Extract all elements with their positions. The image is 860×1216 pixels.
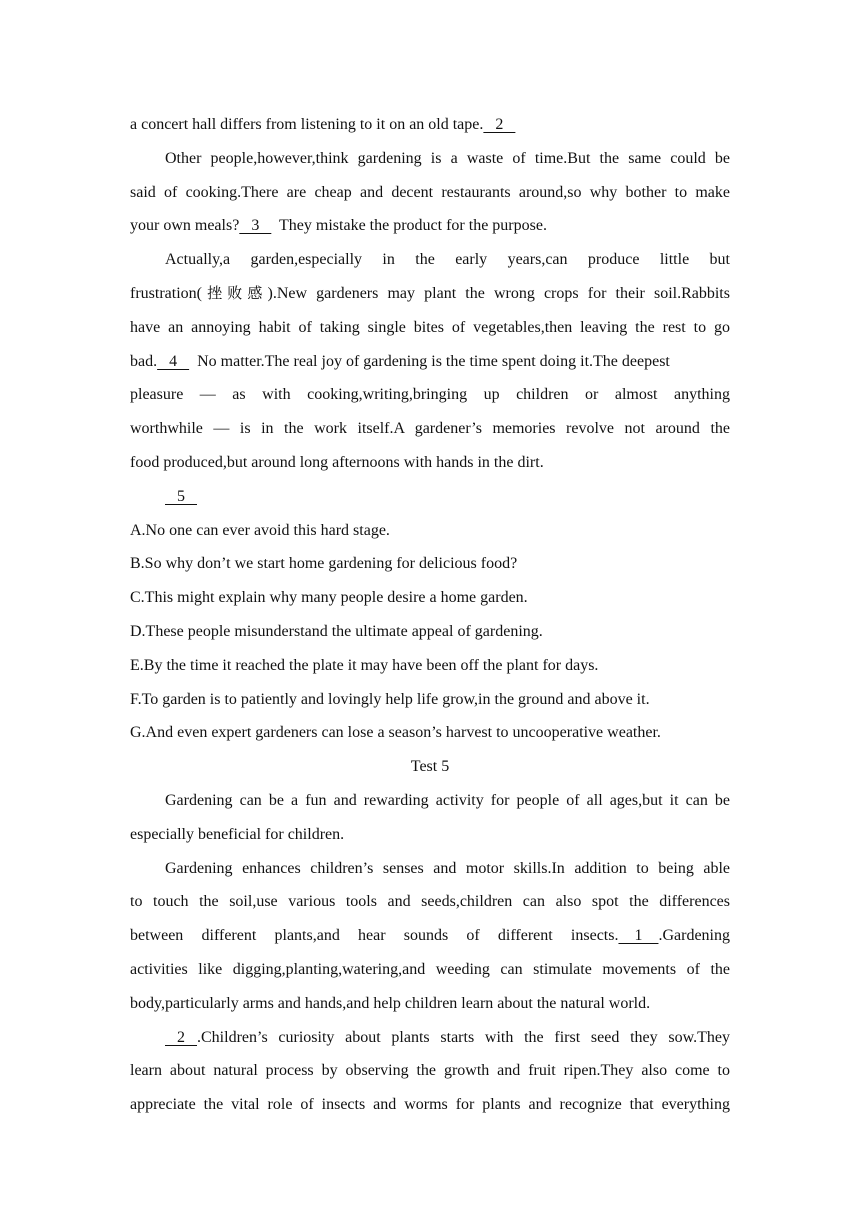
text-line: Gardening enhances children’s senses and motor skills.In addition to being able (165, 859, 730, 877)
sentence-text: They mistake the product for the purpose. (271, 217, 547, 235)
text-line: to touch the soil,use various tools and seeds,children can also spot the differences (130, 893, 730, 911)
text-line (130, 1021, 730, 1055)
section-title: Test 5 (410, 758, 450, 776)
sentence-text: ).New gardeners may plant the wrong crops for their soil.Rabbits (267, 284, 730, 302)
text-line: pleasure — as with cooking,writing,bringing up children or almost anything (130, 386, 730, 404)
text-line: appreciate the vital role of insects and worms for plants and recognize that everything (130, 1096, 730, 1114)
text-line (130, 480, 730, 514)
option-e: E.By the time it reached the plate it may have been off the plant for days. (130, 656, 599, 674)
text-line (130, 209, 730, 243)
option-b: B.So why don’t we start home gardening for delicious food? (130, 555, 518, 573)
answer-blank-3: 3 (239, 217, 272, 235)
answer-blank-2: 2 (165, 1028, 197, 1046)
option-c: C.This might explain why many people desire a home garden. (130, 589, 528, 607)
text-line: have an annoying habit of taking single bites of vegetables,then leaving the rest to go (130, 318, 730, 336)
answer-blank-5: 5 (165, 487, 197, 505)
text-line: body,particularly arms and hands,and help children learn about the natural world. (130, 994, 651, 1012)
text-line (130, 345, 730, 379)
text-line (130, 108, 730, 142)
option-a: A.No one can ever avoid this hard stage. (130, 521, 390, 539)
option-d: D.These people misunderstand the ultimate appeal of gardening. (130, 622, 543, 640)
text-line (130, 277, 730, 311)
option-g: G.And even expert gardeners can lose a season’s harvest to uncooperative weather. (130, 724, 661, 742)
sentence-text: .Gardening (658, 927, 730, 945)
text-line: said of cooking.There are cheap and decent restaurants around,so why bother to make (130, 183, 730, 201)
sentence-text: No matter.The real joy of gardening is the time spent doing it.The deepest (189, 352, 670, 370)
answer-blank-2: 2 (483, 116, 516, 133)
sentence-text: .Children’s curiosity about plants starts with the first seed they sow.They (197, 1028, 730, 1046)
text-line: learn about natural process by observing the growth and fruit ripen.They also come to (130, 1062, 730, 1080)
sentence-text: bad. (130, 352, 158, 370)
text-line: food produced,but around long afternoons with hands in the dirt. (130, 453, 544, 471)
chinese-gloss: 挫败感 (201, 283, 268, 302)
answer-blank-1: 1 (618, 927, 659, 945)
answer-blank-4: 4 (157, 352, 190, 370)
text-line: especially beneficial for children. (130, 825, 345, 843)
text-line: activities like digging,planting,watering,and weeding can stimulate movements of the (130, 960, 730, 978)
text-line: worthwhile — is in the work itself.A gardener’s memories revolve not around the (130, 420, 730, 438)
sentence-text: a concert hall differs from listening to it on an old tape. (130, 116, 484, 133)
document-page (130, 108, 730, 1122)
text-line: Gardening can be a fun and rewarding activity for people of all ages,but it can be (165, 791, 730, 809)
option-f: F.To garden is to patiently and lovingly help life grow,in the ground and above it. (130, 690, 650, 708)
text-line (130, 919, 730, 953)
sentence-text: frustration( (130, 284, 202, 302)
sentence-text: your own meals? (130, 217, 240, 235)
text-line: Other people,however,think gardening is a waste of time.But the same could be (165, 149, 730, 167)
text-line: Actually,a garden,especially in the early years,can produce little but (165, 251, 730, 269)
sentence-text: between different plants,and hear sounds of different insects. (130, 927, 619, 945)
